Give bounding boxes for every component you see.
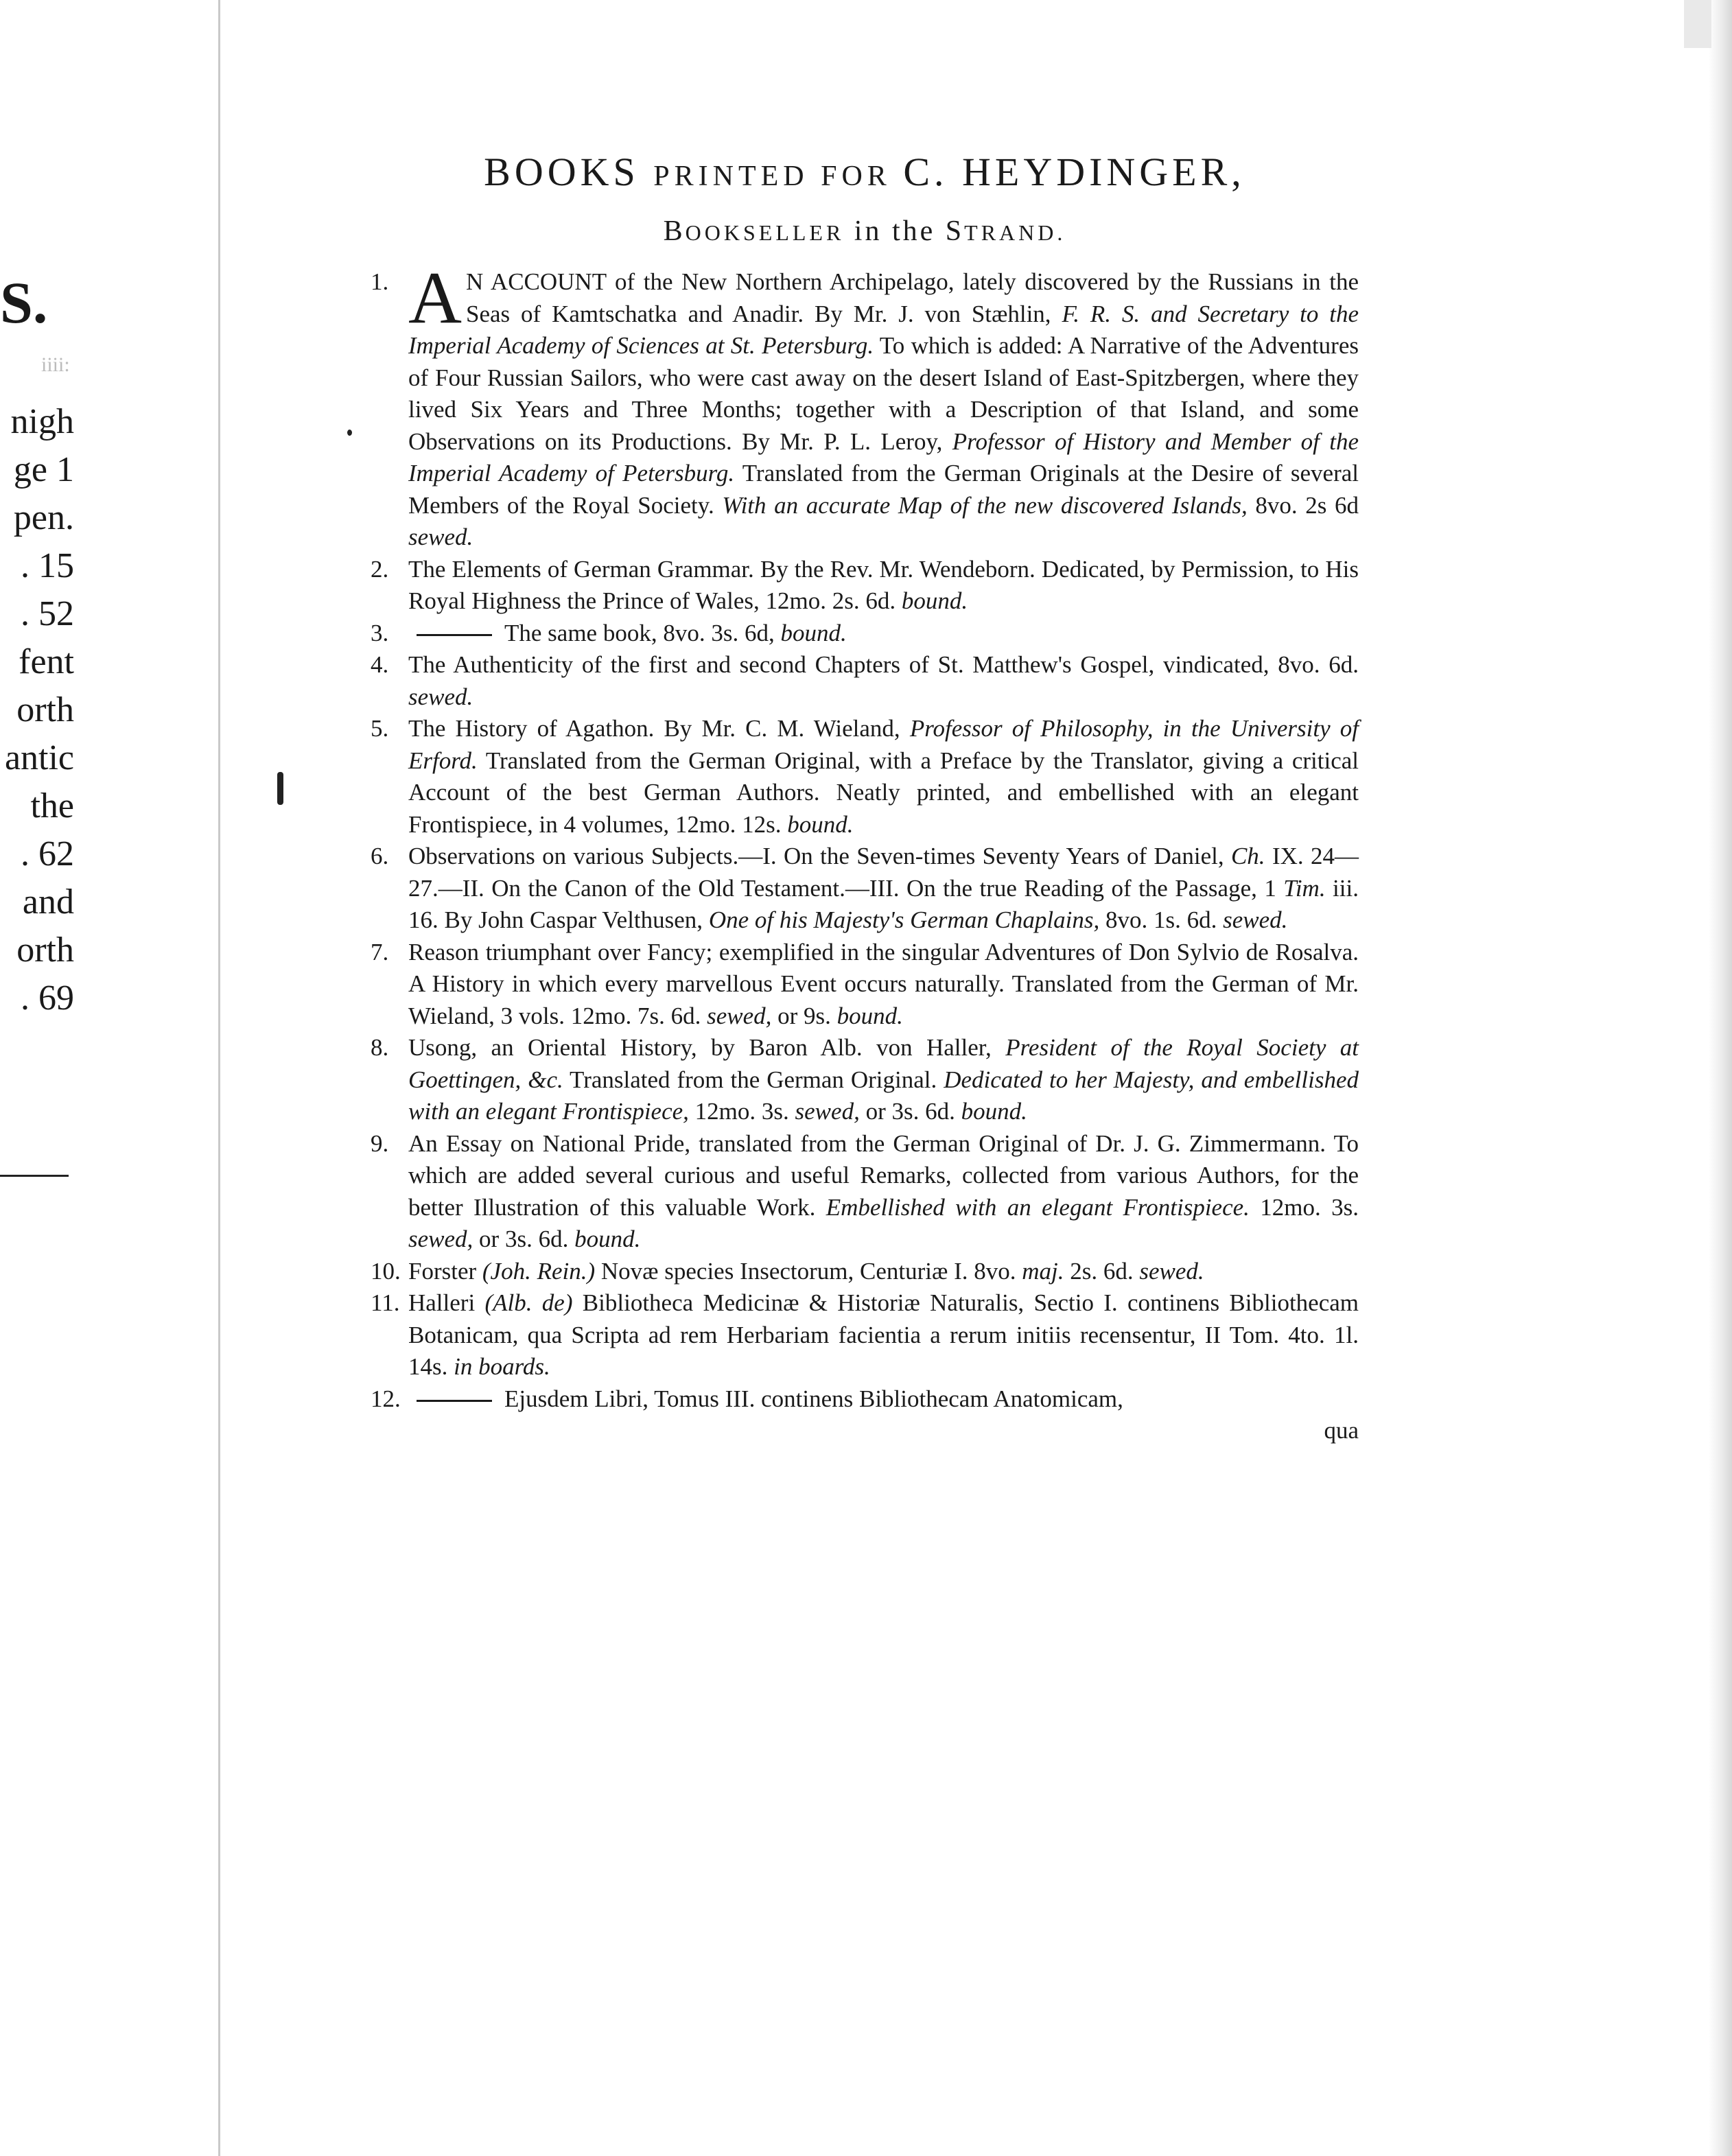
ink-speck	[347, 430, 352, 436]
entry-text: Translated from the German Original, with a Preface by the Translator, giving a critical Account of the best German Authors. Neatly printed, and embellished with an elegant Frontispiece, in 4 volumes, 12mo. 12s.	[408, 747, 1359, 838]
entry-text: 8vo. 2s 6d	[1247, 491, 1359, 519]
entry-italic: Professor of History and Member of the Imperial Academy of Petersburg.	[408, 427, 1359, 487]
book-entry	[371, 649, 1359, 713]
entry-italic: bound.	[901, 587, 968, 614]
entry-text: 8vo. 1s. 6d.	[1099, 906, 1224, 933]
entry-text: The Elements of German Grammar. By the Rev. Mr. Wendeborn. Dedicated, by Permission, to His Royal Highness the Prince of Wales, 12mo. 2s. 6d.	[408, 555, 1359, 614]
book-entry	[371, 841, 1359, 937]
entry-number: 4.	[371, 651, 389, 678]
previous-page-rule	[0, 1175, 69, 1177]
subtitle-part: B	[663, 215, 686, 247]
book-entry	[371, 713, 1359, 841]
line-end-fragment: . 62	[21, 834, 74, 874]
subtitle-part: TRAND.	[964, 220, 1066, 245]
entry-text: Novæ species Insectorum, Centuriæ I. 8vo.	[595, 1257, 1022, 1285]
ditto-dash	[417, 1400, 492, 1402]
line-end-fragment: and	[22, 882, 74, 922]
entry-italic: Professor of Philosophy, in the University of Erford.	[408, 715, 1359, 774]
entry-italic: Dedicated to her Majesty, and embellished with an elegant Frontispiece,	[408, 1066, 1359, 1125]
page-edge-shadow	[1709, 0, 1732, 2156]
entry-text: or 9s.	[771, 1002, 837, 1029]
entry-italic: bound.	[787, 810, 854, 838]
ditto-dash	[417, 634, 492, 636]
page-title	[371, 152, 1359, 192]
page-subtitle	[371, 217, 1359, 246]
line-end-fragment: antic	[4, 738, 74, 777]
entry-number: 6.	[371, 843, 389, 869]
entry-italic: Embellished with an elegant Frontispiece.	[826, 1193, 1250, 1221]
entry-italic: bound.	[836, 1002, 903, 1029]
book-entry	[371, 257, 1359, 554]
entry-text: The History of Agathon. By Mr. C. M. Wieland,	[408, 715, 910, 742]
subtitle-part: S	[945, 215, 965, 247]
line-end-fragment: orth	[16, 930, 74, 970]
book-entry	[371, 1032, 1359, 1128]
line-end-fragment: . 52	[21, 594, 74, 633]
entry-italic: bound.	[780, 619, 847, 646]
book-entry	[371, 1287, 1359, 1383]
line-end-fragment: . 15	[21, 546, 74, 585]
title-part: C. HEYDINGER,	[903, 150, 1245, 194]
previous-page-heading-fragment: S.	[0, 270, 48, 336]
entry-text: Bibliotheca Medicinæ & Historiæ Naturalis, Sectio I. continens Bibliothecam Botanicam, qua Scripta ad rem Herbariam facientia a rerum initiis recensentur, II Tom. 4to. 1l. 14s.	[408, 1289, 1359, 1380]
entry-italic: sewed,	[795, 1098, 860, 1125]
entry-italic: One of his Majesty's German Chaplains,	[708, 906, 1100, 933]
entry-italic: With an accurate Map of the new discovered Islands,	[722, 491, 1248, 519]
catchword-text: qua	[1324, 1417, 1359, 1444]
entry-text: 12mo. 3s.	[688, 1098, 795, 1125]
entry-italic: sewed.	[1223, 906, 1288, 933]
subtitle-part: in the	[844, 215, 946, 247]
entry-number: 2.	[371, 555, 389, 583]
entry-italic: President of the Royal Society at Goettingen, &c.	[408, 1034, 1359, 1093]
entry-text: 12mo. 3s.	[1249, 1193, 1359, 1221]
subtitle-part: OOKSELLER	[685, 220, 845, 245]
entry-number: 5.	[371, 715, 389, 742]
entry-text: The Authenticity of the first and second Chapters of St. Matthew's Gospel, vindicated, 8vo. 6d.	[408, 651, 1359, 678]
line-end-fragment: ge 1	[13, 450, 74, 489]
entry-italic: sewed.	[408, 683, 473, 710]
entry-italic: sewed.	[408, 524, 473, 550]
book-list	[371, 257, 1359, 1447]
line-end-fragment: the	[30, 786, 74, 825]
previous-page-line-ends	[0, 398, 74, 1022]
entry-text: Reason triumphant over Fancy; exemplified in the singular Adventures of Don Sylvio de Rosalva. A History in which every marvellous Event occurs naturally. Translated from the German of Mr. Wieland, 3 vols. 12mo. 7s. 6d.	[408, 938, 1359, 1029]
entry-italic: sewed.	[1139, 1257, 1204, 1285]
entry-text: Translated from the German Originals at the Desire of several Members of the Royal Society.	[408, 460, 1359, 519]
entry-text: N ACCOUNT of the New Northern Archipelago, lately discovered by the Russians in the Seas of Kamtschatka and Anadir. By Mr. J. von Stæhlin,	[466, 268, 1359, 327]
entry-text: or 3s. 6d.	[859, 1098, 961, 1125]
line-end-fragment: nigh	[10, 402, 74, 441]
title-part: BOOKS	[484, 150, 654, 194]
book-entry	[371, 1128, 1359, 1256]
book-entry	[371, 1256, 1359, 1288]
entry-number: 7.	[371, 938, 389, 965]
entry-text: 2s. 6d.	[1064, 1257, 1140, 1285]
previous-page-strip	[0, 0, 221, 2156]
page-corner-shadow	[1684, 0, 1711, 48]
entry-text: Observations on various Subjects.—I. On the Seven-times Seventy Years of Daniel,	[408, 843, 1231, 869]
entry-text: An Essay on National Pride, translated from the German Original of Dr. J. G. Zimmermann. To which are added several curious and useful Remarks, collected from various Authors, for the better Illustration of this valuable Work.	[408, 1129, 1359, 1221]
entry-number: 1.	[371, 268, 389, 295]
entry-text: To which is added: A Narrative of the Adventures of Four Russian Sailors, who were cast away on the desert Island of East-Spitzbergen, where they lived Six Years and Three Months; together with a Description of that Island, and some Observations on its Productions. By Mr. P. L. Leroy,	[408, 332, 1359, 455]
entry-number: 10.	[371, 1257, 401, 1285]
book-entry	[371, 554, 1359, 618]
entry-italic: Ch.	[1230, 843, 1265, 869]
entry-italic: maj.	[1022, 1257, 1064, 1285]
line-end-fragment: . 69	[21, 979, 74, 1018]
entry-text: Forster	[408, 1257, 482, 1285]
entry-number: 8.	[371, 1034, 389, 1061]
line-end-fragment: orth	[16, 690, 74, 729]
entry-text: Usong, an Oriental History, by Baron Alb. von Haller,	[408, 1034, 1006, 1061]
entry-text: Ejusdem Libri, Tomus III. continens Bibliothecam Anatomicam,	[504, 1385, 1123, 1412]
book-entry	[371, 1383, 1359, 1416]
catchword	[371, 1415, 1359, 1447]
book-entry	[371, 937, 1359, 1033]
entry-italic: F. R. S. and Secretary to the Imperial Academy of Sciences at St. Petersburg.	[408, 300, 1359, 359]
entry-italic: sewed,	[408, 1226, 473, 1252]
book-entry	[371, 618, 1359, 650]
entry-number: 11.	[371, 1289, 400, 1316]
entry-italic: sewed,	[707, 1002, 772, 1029]
line-end-fragment: fent	[19, 642, 74, 681]
entry-number: 9.	[371, 1129, 389, 1157]
entry-italic: in boards.	[454, 1353, 550, 1380]
entry-italic: (Joh. Rein.)	[482, 1257, 596, 1285]
entry-text: IX. 24—27.—II. On the Canon of the Old Testament.—III. On the true Reading of the Passage, 1	[408, 843, 1359, 902]
entry-italic: bound.	[961, 1098, 1027, 1125]
entry-italic: (Alb. de)	[484, 1289, 573, 1316]
entry-text: Translated from the German Original.	[563, 1066, 944, 1093]
entry-text: or 3s. 6d.	[473, 1226, 575, 1252]
drop-cap: A	[408, 257, 462, 339]
line-end-fragment: pen.	[13, 498, 74, 537]
show-through-text: iiii:	[41, 353, 70, 376]
entry-italic: bound.	[574, 1226, 641, 1252]
entry-number: 3.	[371, 619, 389, 646]
entry-text: Halleri	[408, 1289, 485, 1316]
title-part: PRINTED FOR	[653, 161, 904, 192]
ink-mark	[277, 772, 283, 805]
book-gutter	[218, 0, 220, 2156]
entry-number: 12.	[371, 1385, 401, 1412]
entry-text: The same book, 8vo. 3s. 6d,	[504, 619, 781, 646]
entry-text: iii. 16. By John Caspar Velthusen,	[408, 874, 1359, 933]
entry-italic: Tim.	[1283, 874, 1326, 902]
